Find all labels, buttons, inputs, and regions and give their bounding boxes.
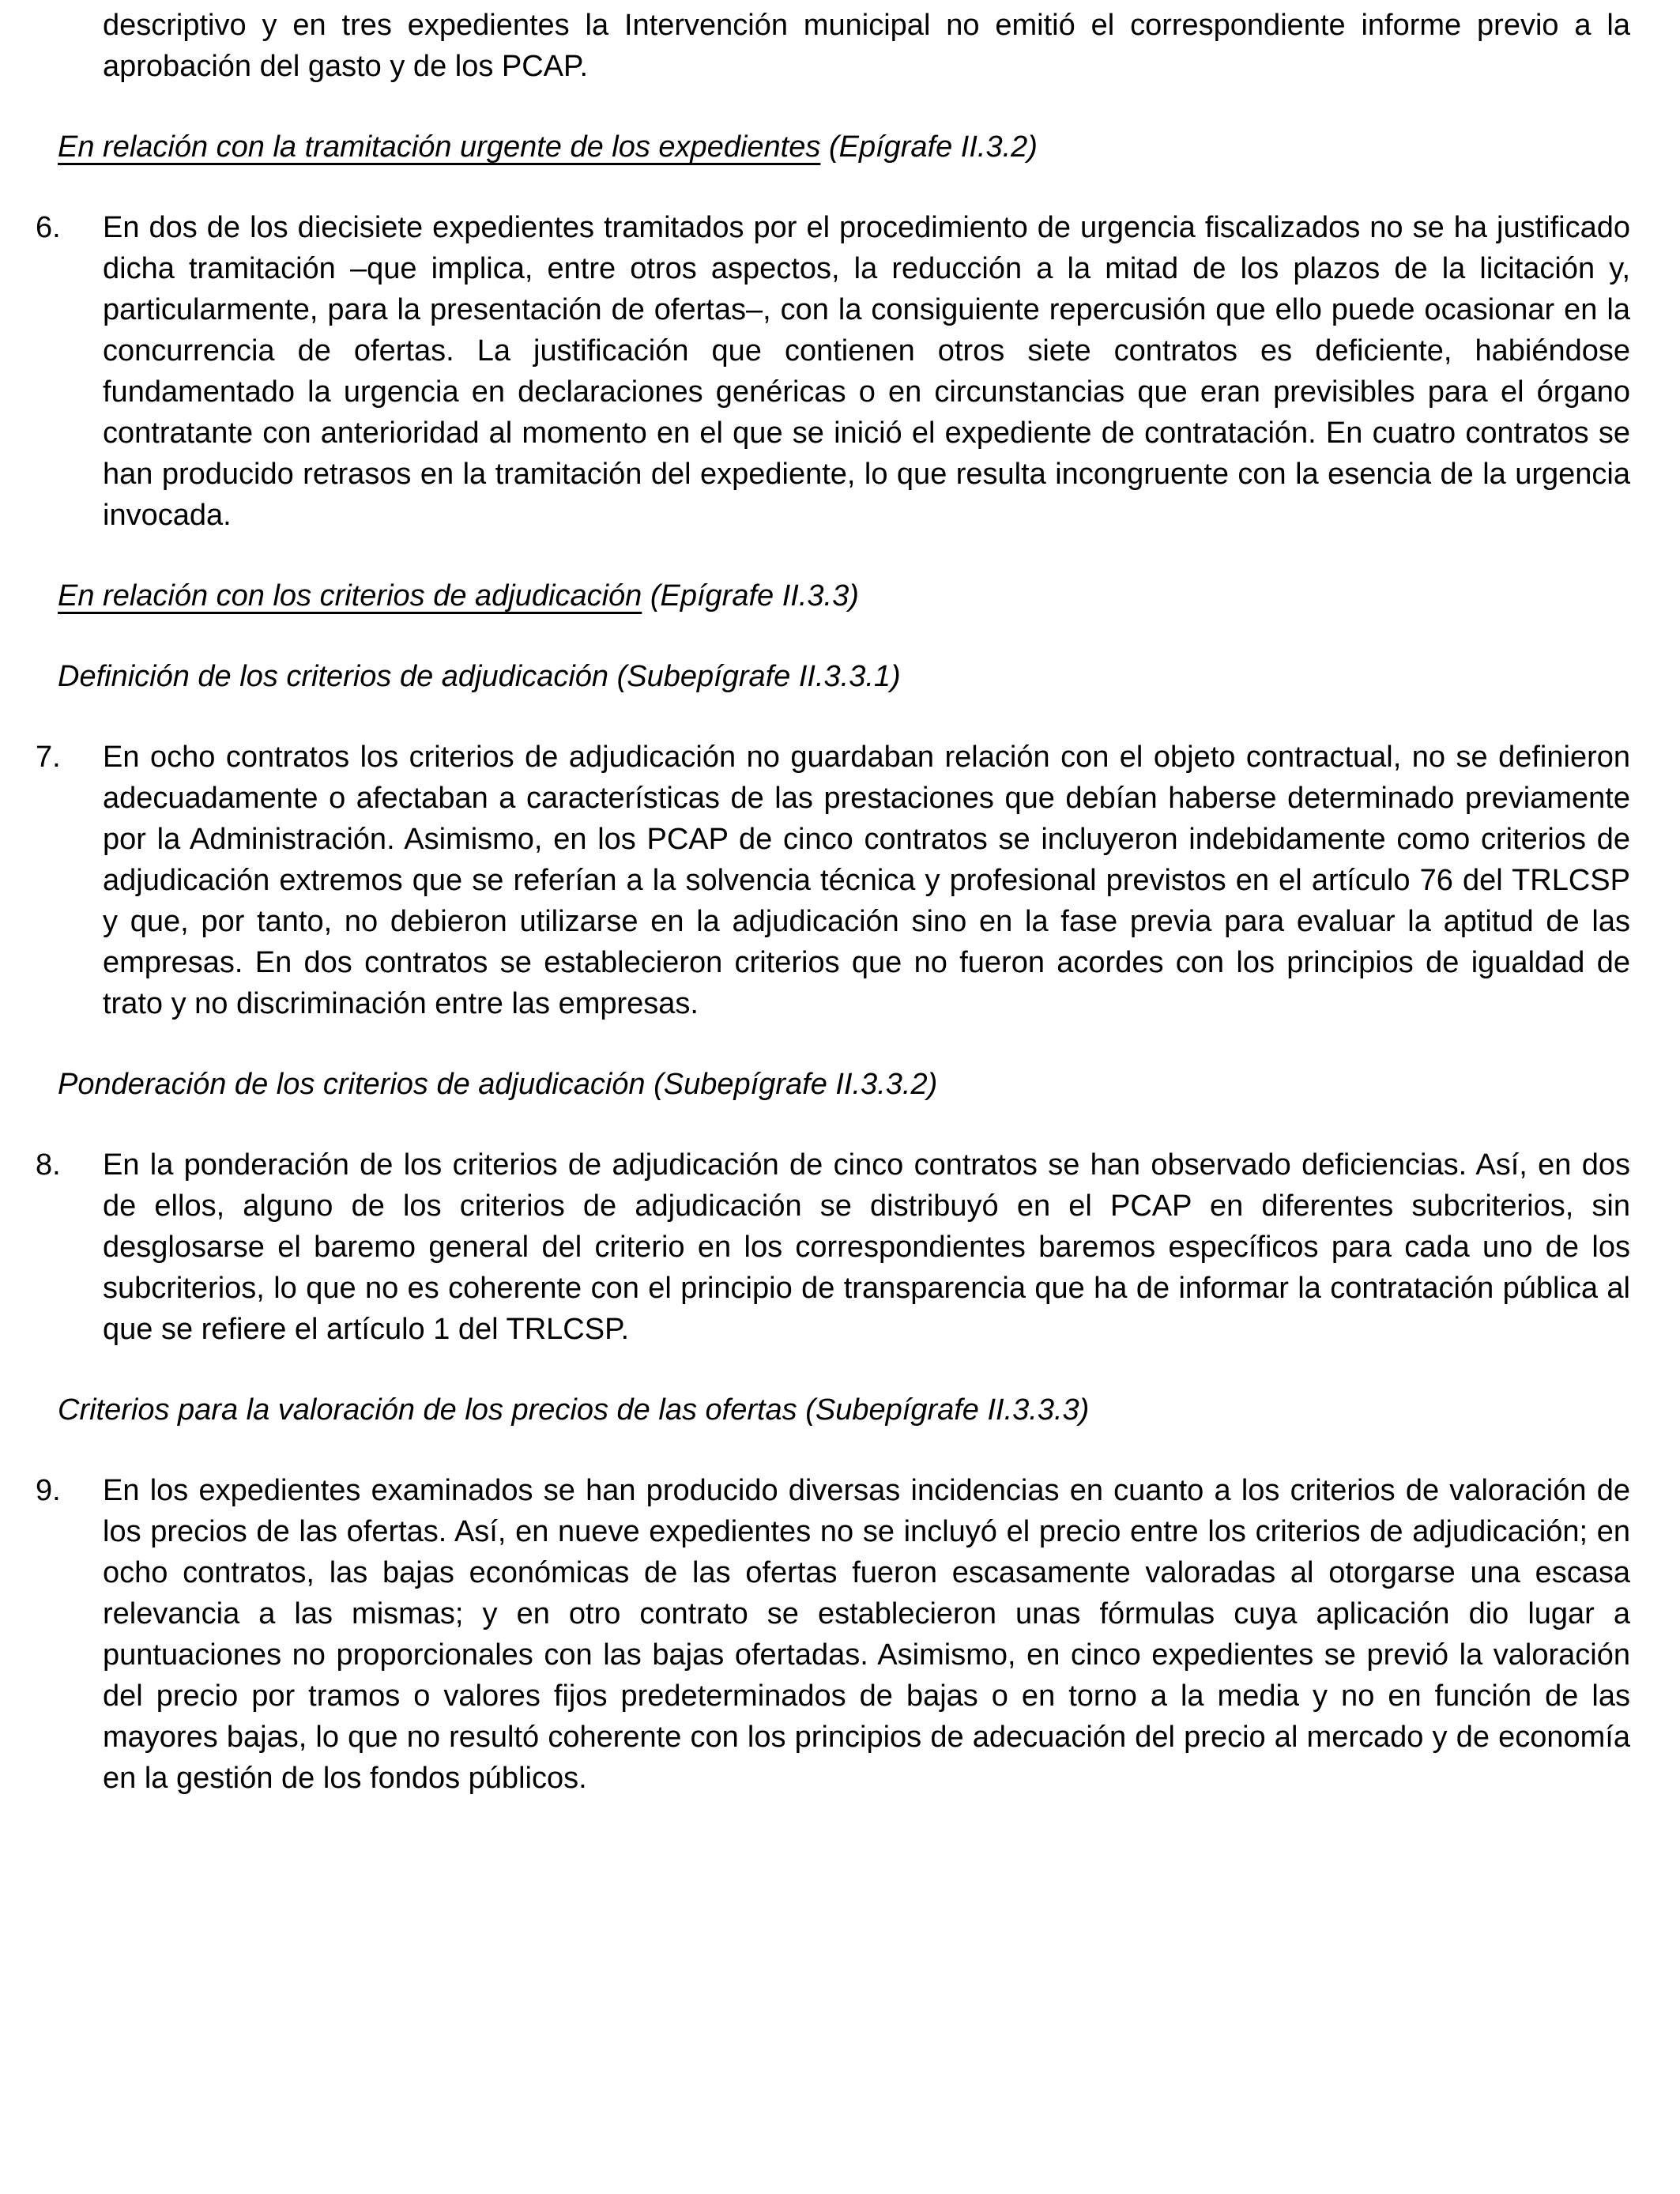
item-number: 8. [36, 1148, 61, 1182]
item-number: 7. [36, 741, 61, 774]
section-heading-criterios-adjudicacion [58, 575, 1630, 616]
item-text: En dos de los diecisiete expedientes tramitados por el procedimiento de urgencia fiscalizados no se ha justificado dicha tramitación –que implica, entre otros aspectos, la reducción a la mitad de los plazos de la licitación y, particularmente, para la presentación de ofertas–, con la consiguiente repercusión que ello puede ocasionar en la concurrencia de ofertas. La justificación que contienen otros siete contratos es deficiente, habiéndose fundamentado la urgencia en declaraciones genéricas o en circunstancias que eran previsibles para el órgano contratante con anterioridad al momento en el que se inició el expediente de contratación. En cuatro contratos se han producido retrasos en la tramitación del expediente, lo que resulta incongruente con la esencia de la urgencia invocada. [103, 211, 1630, 532]
numbered-item-6 [36, 207, 1630, 536]
section-heading-tramitacion-urgente [58, 126, 1630, 168]
item-number: 9. [36, 1474, 61, 1507]
numbered-item-8 [36, 1144, 1630, 1350]
continuation-paragraph: descriptivo y en tres expedientes la Intervención municipal no emitió el correspondiente informe previo a la aprobación del gasto y de los PCAP. [103, 9, 1630, 83]
item-number: 6. [36, 211, 61, 244]
subsection-heading-definicion: Definición de los criterios de adjudicación (Subepígrafe II.3.3.1) [58, 660, 901, 693]
section-heading-underlined-text: En relación con los criterios de adjudicación [58, 579, 642, 613]
numbered-item-7 [36, 737, 1630, 1024]
item-text: En ocho contratos los criterios de adjudicación no guardaban relación con el objeto contractual, no se definieron adecuadamente o afectaban a características de las prestaciones que debían haberse determinado previamente por la Administración. Asimismo, en los PCAP de cinco contratos se incluyeron indebidamente como criterios de adjudicación extremos que se referían a la solvencia técnica y profesional previstos en el artículo 76 del TRLCSP y que, por tanto, no debieron utilizarse en la adjudicación sino en la fase previa para evaluar la aptitud de las empresas. En dos contratos se establecieron criterios que no fueron acordes con los principios de igualdad de trato y no discriminación entre las empresas. [103, 741, 1630, 1020]
subsection-heading-valoracion-precios: Criterios para la valoración de los precios de las ofertas (Subepígrafe II.3.3.3) [58, 1393, 1090, 1427]
item-text: En los expedientes examinados se han producido diversas incidencias en cuanto a los criterios de valoración de los precios de las ofertas. Así, en nueve expedientes no se incluyó el precio entre los criterios de adjudicación; en ocho contratos, las bajas económicas de las ofertas fueron escasamente valoradas al otorgarse una escasa relevancia a las mismas; y en otro contrato se establecieron unas fórmulas cuya aplicación dio lugar a puntuaciones no proporcionales con las bajas ofertadas. Asimismo, en cinco expedientes se previó la valoración del precio por tramos o valores fijos predeterminados de bajas o en torno a la media y no en función de las mayores bajas, lo que no resultó coherente con los principios de adecuación del precio al mercado y de economía en la gestión de los fondos públicos. [103, 1474, 1630, 1795]
subsection-heading-ponderacion: Ponderación de los criterios de adjudicación (Subepígrafe II.3.3.2) [58, 1068, 938, 1101]
epigraph-reference: (Epígrafe II.3.3) [650, 579, 859, 613]
numbered-item-9 [36, 1470, 1630, 1799]
section-heading-underlined-text: En relación con la tramitación urgente de los expedientes [58, 130, 821, 164]
epigraph-reference: (Epígrafe II.3.2) [828, 130, 1038, 164]
item-text: En la ponderación de los criterios de adjudicación de cinco contratos se han observado deficiencias. Así, en dos de ellos, alguno de los criterios de adjudicación se distribuyó en el PCAP en diferentes subcriterios, sin desglosarse el baremo general del criterio en los correspondientes baremos específicos para cada uno de los subcriterios, lo que no es coherente con el principio de transparencia que ha de informar la contratación pública al que se refiere el artículo 1 del TRLCSP. [103, 1148, 1630, 1346]
